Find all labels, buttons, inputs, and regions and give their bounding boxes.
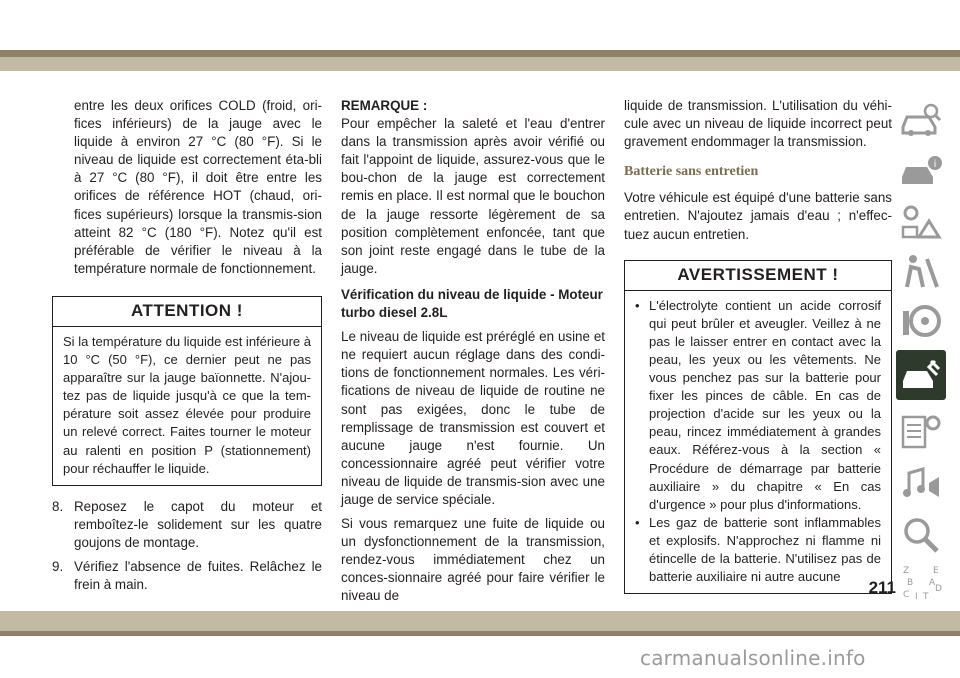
svg-text:i: i <box>933 159 937 170</box>
index-letter: C <box>903 590 910 600</box>
magnifier-icon[interactable] <box>896 510 946 560</box>
page-number: 211 <box>868 578 896 597</box>
section-title: Batterie sans entretien <box>624 164 759 180</box>
car-maintenance-icon[interactable] <box>896 350 946 400</box>
chapter-sidebar <box>896 96 946 606</box>
warning-box <box>624 260 892 595</box>
bullet-text: L'électrolyte contient un acide corrosif qui peut brûler et aveugler. Veillez à ne pas le laisser entrer en contact avec la peau, les yeux ou les vêtements. Ne vous penchez pas sur la batterie pour fixer les pinces de câble. En cas de projection d'acide sur les yeux ou la peau, rincez immédiatement à grandes eaux. Référez-vous à la section « Procédure de démarrage par batterie auxiliaire » du chapitre « En cas d'urgence » pour plus d'informations. <box>649 297 881 512</box>
paragraph: Le niveau de liquide est préréglé en usine et ne requiert aucun réglage dans des condi-tions de fonctionnement normales. Les véri-fications de niveau de liquide de routine ne sont pas exigées, donc le tube de remplissage de transmission est couvert et aucune jauge n'est fournie. Un concessionnaire agréé peut vérifier votre niveau de liquide de transmis-sion avec une jauge de service spéciale. <box>341 329 605 507</box>
remark-label: REMARQUE : <box>341 98 428 113</box>
attention-text: Si la température du liquide est inférieure à 10 °C (50 °F), ce dernier peut ne pas apparaître sur la jauge baïonnette. N'ajou-tez pas de liquide jusqu'à ce que la tem-pérature soit assez élevée pour produire un relevé correct. Faites tourner le moteur au ralenti en position P (stationnement) pour réchauffer le liquide. <box>63 333 311 476</box>
warning-body <box>625 291 891 594</box>
step-number: 8. <box>52 498 64 514</box>
bottom-band-dark <box>0 631 960 636</box>
alphabet-index-icon[interactable] <box>896 558 946 608</box>
step-text: Reposez le capot du moteur et remboîtez-le solidement sur les quatre goujons de montage. <box>74 498 322 550</box>
paragraph: Si vous remarquez une fuite de liquide ou un dysfonctionnement de la transmission, rendez-vous immédiatement chez un conces-sionnaire agréé pour faire vérifier le niveau de <box>341 516 605 604</box>
attention-box <box>52 296 322 486</box>
attention-title: ATTENTION ! <box>53 297 321 327</box>
intro-paragraph: entre les deux orifices COLD (froid, ori-fices inférieurs) de la jauge avec le liquide à environ 27 °C (80 °F). Si le niveau de liquide est correctement éta-bli à 27 °C (80 °F), il doit être entre les orifices de référence HOT (chaud, ori-fices supérieurs) lorsque la transmis-sion atteint 82 °C (180 °F). Notez qu'il est préférable de vérifier le niveau à la température normale de fonctionnement. <box>74 98 322 276</box>
index-letter: I <box>915 592 918 602</box>
step-item <box>52 498 322 552</box>
index-letter: D <box>935 584 942 594</box>
airbag-icon[interactable] <box>896 246 946 296</box>
warning-bullet <box>635 514 881 586</box>
warning-lights-icon[interactable] <box>896 196 946 246</box>
index-letter: T <box>923 592 929 602</box>
attention-body <box>53 327 321 485</box>
settings-list-icon[interactable] <box>896 406 946 456</box>
bullet-text: Les gaz de batterie sont inflammables et explosifs. N'approchez ni flamme ni étincelle de la batterie. N'utilisez pas de batterie auxiliaire ni autre aucune <box>649 514 881 585</box>
step-item <box>52 558 322 594</box>
remark-text: Pour empêcher la saleté et l'eau d'entrer dans la transmission après avoir vérifié ou fait l'appoint de liquide, assurez-vous que le bou-chon de la jauge est correctement remis en place. Il est normal que le bouchon de la jauge ressorte légèrement de sa position complètement enfoncée, tant que son joint reste engagé dans le tube de la jauge. <box>341 116 605 276</box>
paragraph: Votre véhicule est équipé d'une batterie sans entretien. N'ajoutez jamais d'eau ; n'effec-tuez aucun entretien. <box>624 190 892 242</box>
column-middle <box>341 97 605 606</box>
top-band-dark <box>0 50 960 57</box>
car-search-icon[interactable] <box>896 96 946 146</box>
music-nav-icon[interactable] <box>896 458 946 508</box>
index-letter: Z <box>903 566 910 576</box>
index-letter: B <box>907 578 914 588</box>
step-text: Vérifiez l'absence de fuites. Relâchez le frein à main. <box>74 558 322 593</box>
step-number: 9. <box>52 558 64 574</box>
steering-wheel-icon[interactable] <box>896 296 946 346</box>
warning-title: AVERTISSEMENT ! <box>625 261 891 291</box>
bottom-band <box>0 611 960 631</box>
column-right <box>624 97 892 594</box>
section-heading: Vérification du niveau de liquide - Moteur turbo diesel 2.8L <box>341 286 603 321</box>
watermark: carmanualsonline.info <box>640 646 866 670</box>
warning-bullet <box>635 297 881 514</box>
car-info-icon[interactable] <box>896 146 946 196</box>
top-band <box>0 57 960 71</box>
column-left <box>52 97 322 594</box>
paragraph: liquide de transmission. L'utilisation du véhi-cule avec un niveau de liquide incorrect peut gravement endommager la transmission. <box>624 98 892 150</box>
index-letter: A <box>929 578 936 588</box>
bullet-dot: • <box>635 514 640 530</box>
index-letter: E <box>933 566 939 576</box>
bullet-dot: • <box>635 297 640 313</box>
